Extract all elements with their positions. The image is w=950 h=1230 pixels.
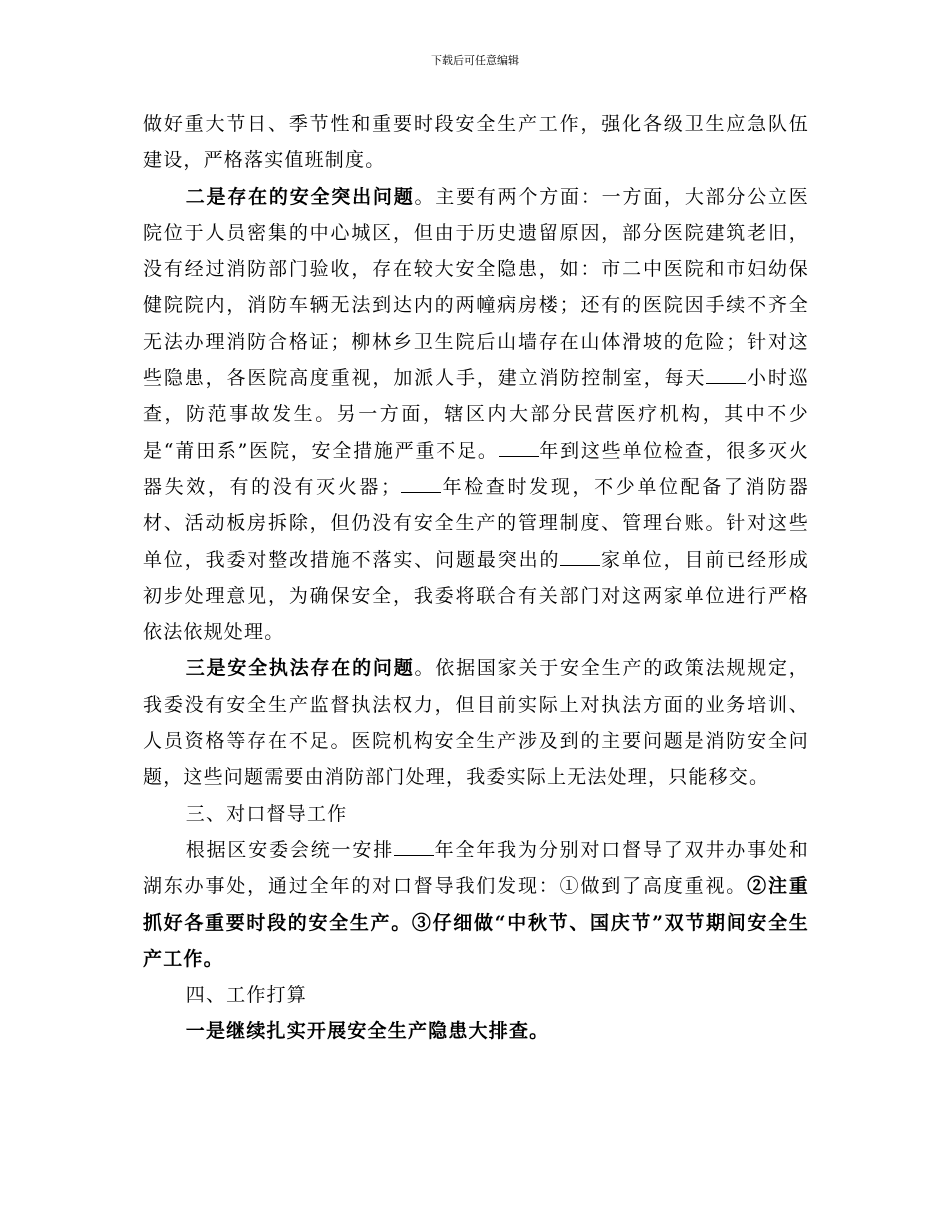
document-body bbox=[143, 106, 809, 1050]
paragraph-bold-text: ②注重抓好各重要时段的安全生产。③仔细做“中秋节、国庆节”双节期间安全生产工作。 bbox=[143, 875, 809, 970]
paragraph-text: 年全年我为分别对口督导了双井办事处和湖东办事处，通过全年的对口督导我们发现：①做到了高度重视。 bbox=[143, 838, 809, 898]
page-header: 下载后可任意编辑 bbox=[431, 54, 519, 67]
blank-underline bbox=[401, 491, 441, 493]
paragraph-text: 年到这些单位检查，很多灭火器失效，有的没有灭火器； bbox=[143, 439, 810, 498]
paragraph-plan-item-one: 一是继续扎实开展安全生产隐患大排查。 bbox=[185, 1020, 550, 1043]
section-heading-supervision: 三、对口督导工作 bbox=[185, 802, 348, 825]
blank-underline bbox=[560, 564, 600, 566]
paragraph-safety-issues bbox=[143, 179, 809, 651]
paragraph-enforcement-issues bbox=[143, 650, 809, 795]
paragraph-text: 。主要有两个方面：一方面，大部分公立医院位于人员密集的中心城区，但由于历史遗留原因，部分医院建筑老旧，没有经过消防部门验收，存在较大安全隐患，如：市二中医院和市妇幼保健院院内，消防车辆无法到达内的两幢病房楼；还有的医院因手续不齐全无法办理消防合格证；柳林乡卫生院后山墙存在山体滑坡的危险；针对这些隐患，各医院高度重视，加派人手，建立消防控制室，每天 bbox=[143, 185, 809, 390]
paragraph-text: 家单位，目前已经形成初步处理意见，为确保安全，我委将联合有关部门对这两家单位进行严格依法依规处理。 bbox=[143, 548, 809, 644]
section-heading-work-plan: 四、工作打算 bbox=[185, 984, 307, 1007]
paragraph-duty-system: 做好重大节日、季节性和重要时段安全生产工作，强化各级卫生应急队伍建设，严格落实值班制度。 bbox=[143, 113, 809, 172]
paragraph-heading-safety-issues: 二是存在的安全突出问题 bbox=[185, 185, 415, 208]
paragraph-text: 。依据国家关于安全生产的政策法规规定，我委没有安全生产监督执法权力，但目前实际上对执法方面的业务培训、人员资格等存在不足。医院机构安全生产涉及到的主要问题是消防安全问题，这些问题需要由消防部门处理，我委实际上无法处理，只能移交。 bbox=[143, 657, 809, 789]
paragraph-heading-enforcement: 三是安全执法存在的问题 bbox=[185, 657, 415, 680]
paragraph-supervision bbox=[143, 832, 809, 977]
paragraph-text: 年检查时发现，不少单位配备了消防器材、活动板房拆除，但仍没有安全生产的管理制度、管理台账。针对这些单位，我委对整改措施不落实、问题最突出的 bbox=[143, 475, 810, 571]
blank-underline bbox=[499, 455, 539, 457]
blank-underline bbox=[706, 382, 746, 384]
blank-underline bbox=[394, 854, 434, 856]
paragraph-text: 根据区安委会统一安排 bbox=[185, 838, 395, 861]
paragraph-text: 小时巡查，防范事故发生。另一方面，辖区内大部分民营医疗机构，其中不少是“莆田系”医院，安全措施严重不足。 bbox=[143, 367, 809, 462]
